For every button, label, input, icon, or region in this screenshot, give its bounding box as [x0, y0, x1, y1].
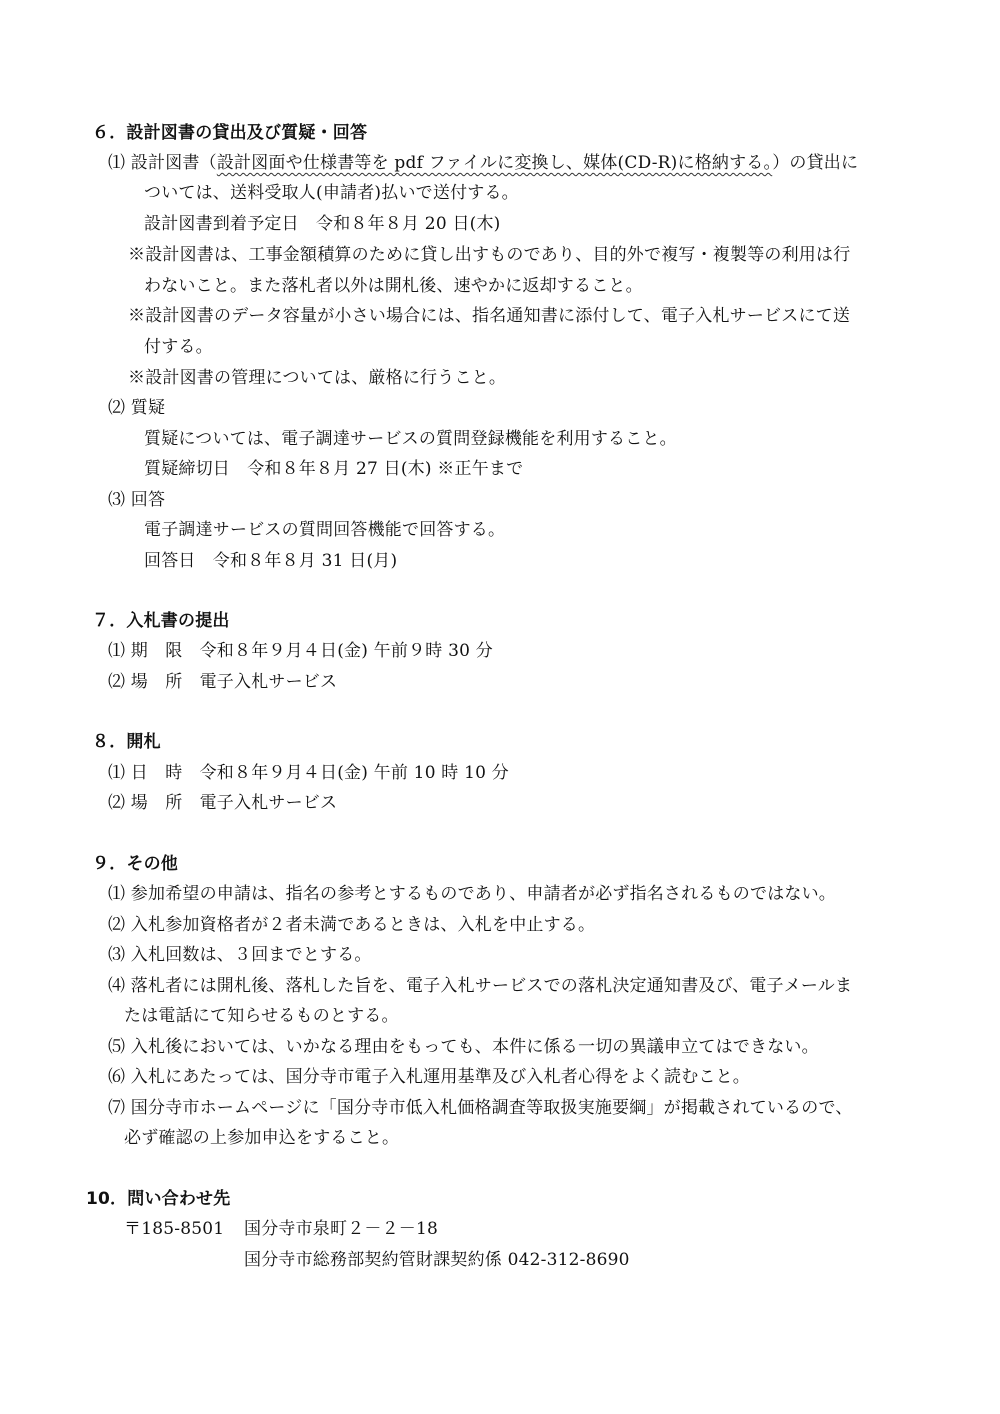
s7-item2: ⑵ 場 所 電子入札サービス: [108, 672, 338, 692]
s6-item1-underlined-text: 設計図面や仕様書等を pdf ファイルに変換し、媒体(CD-R)に格納する。: [216, 153, 773, 173]
s6-item3-line2: 回答日 令和８年８月 31 日(月): [144, 551, 398, 571]
s9-item5: ⑸ 入札後においては、いかなる理由をもっても、本件に係る一切の異議申立てはできない。: [108, 1037, 819, 1057]
s9-item4-line-a: ⑷ 落札者には開札後、落札した旨を、電子入札サービスでの落札決定通知書及び、電子メールま: [108, 976, 853, 996]
s6-item3-title: ⑶ 回答: [108, 490, 166, 510]
s6-item1-line3: 設計図書到着予定日 令和８年８月 20 日(木): [144, 214, 501, 234]
s6-note3: ※設計図書の管理については、厳格に行うこと。: [128, 368, 507, 388]
s6-note2-line-b: 付する。: [144, 337, 213, 357]
s6-note1-line-b: わないこと。また落札者以外は開札後、速やかに返却すること。: [144, 276, 643, 296]
s9-item2: ⑵ 入札参加資格者が２者未満であるときは、入札を中止する。: [108, 915, 596, 935]
s6-item1-line1-post: ）の貸出に: [772, 153, 859, 173]
s9-item7-line-b: 必ず確認の上参加申込をすること。: [124, 1128, 400, 1148]
contact-department: 国分寺市総務部契約管財課契約係 042-312-8690: [244, 1250, 630, 1270]
section-9-heading: ９．その他: [92, 854, 178, 874]
address: 国分寺市泉町２－２－18: [244, 1219, 439, 1239]
s7-item1: ⑴ 期 限 令和８年９月４日(金) 午前９時 30 分: [108, 641, 493, 661]
s8-item1: ⑴ 日 時 令和８年９月４日(金) 午前 10 時 10 分: [108, 763, 509, 783]
s6-item1-line1-pre: ⑴ 設計図書（: [108, 153, 217, 173]
section-6-heading: ６．設計図書の貸出及び質疑・回答: [92, 123, 368, 143]
s9-item1: ⑴ 参加希望の申請は、指名の参考とするものであり、申請者が必ず指名されるものではない。: [108, 884, 837, 904]
s8-item2: ⑵ 場 所 電子入札サービス: [108, 793, 338, 813]
section-10-heading: 10．問い合わせ先: [86, 1189, 231, 1209]
s6-item2-line1: 質疑については、電子調達サービスの質問登録機能を利用すること。: [144, 429, 677, 449]
s6-item2-line2: 質疑締切日 令和８年８月 27 日(木) ※正午まで: [144, 459, 524, 479]
s6-item2-title: ⑵ 質疑: [108, 398, 166, 418]
s9-item6: ⑹ 入札にあたっては、国分寺市電子入札運用基準及び入札者心得をよく読むこと。: [108, 1067, 751, 1087]
s6-item3-line1: 電子調達サービスの質問回答機能で回答する。: [144, 520, 506, 540]
section-8-heading: ８．開札: [92, 732, 161, 752]
s6-item1-line2: ついては、送料受取人(申請者)払いで送付する。: [144, 183, 519, 203]
s6-note1-line-a: ※設計図書は、工事金額積算のために貸し出すものであり、目的外で複写・複製等の利用は行: [128, 245, 851, 265]
s6-item1-line1: [108, 152, 858, 174]
s9-item3: ⑶ 入札回数は、３回までとする。: [108, 945, 372, 965]
s6-note2-line-a: ※設計図書のデータ容量が小さい場合には、指名通知書に添付して、電子入札サービスにて送: [128, 306, 851, 326]
s9-item4-line-b: たは電話にて知らせるものとする。: [124, 1006, 399, 1026]
s9-item7-line-a: ⑺ 国分寺市ホームページに「国分寺市低入札価格調査等取扱実施要綱」が掲載されているので、: [108, 1098, 853, 1118]
postal-code: 〒185-8501: [124, 1219, 225, 1239]
section-7-heading: ７．入札書の提出: [92, 611, 230, 631]
